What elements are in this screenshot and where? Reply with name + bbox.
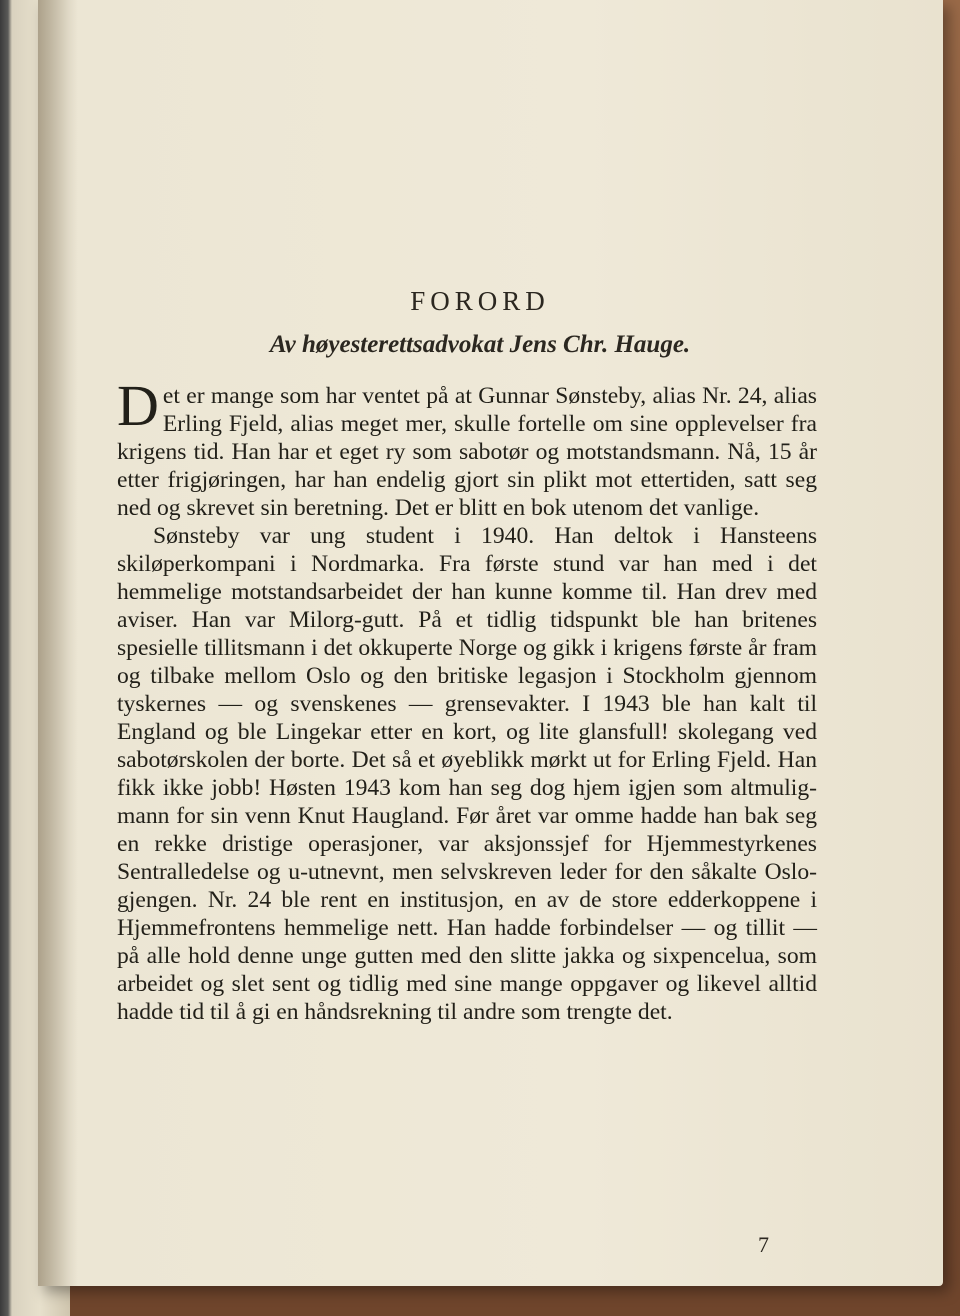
byline: Av høyesterettsadvokat Jens Chr. Hauge. (269, 331, 691, 358)
drop-cap: D (117, 373, 159, 438)
paragraph-1 (117, 373, 817, 522)
paragraph-2: Sønsteby var ung student i 1940. Han deltok i Hansteens skiløperkompani i Nordmarka. Fra første stund var han med i det hemmelige motstandsarbeidet der han kunne komme til. Han drev med aviser. Han var Milorg-gutt. På et tidlig tidspunkt ble han britenes spesielle tillitsmann i det okkuperte Norge og gikk i krigens første år fram og tilbake mellom Oslo og den britiske legasjon i Stockholm gjennom tyskernes — og svenskenes — grensevakter. I 1943 ble han kalt til England og ble Lingekar etter en kort, og lite glansfull! skolegang ved sabotørskolen der borte. Det så et øyeblikk mørkt ut for Erling Fjeld. Han fikk ikke jobb! Høsten 1943 kom han seg dog hjem igjen som altmulig-mann for sin venn Knut Haugland. Før året var omme hadde han bak seg en rekke dristige operasjoner, var aksjonssjef for Hjemmestyrkenes Sentralledelse og u-utnevnt, men selvskreven leder for den såkalte Oslo-gjengen. Nr. 24 ble rent en institusjon, en av de store edderkoppene i Hjemmefrontens hemmelige nett. Han hadde forbindelser — og tillit — på alle hold denne unge gutten med den slitte jakka og sixpencelua, som arbeidet og slet sent og tidlig med sine mange oppgaver og likevel alltid hadde tid til å gi en håndsrekning til andre som trengte det. (117, 523, 817, 1025)
paragraph-1-text: et er mange som har ventet på at Gunnar Sønsteby, alias Nr. 24, alias Erling Fjeld, alias meget mer, skulle fortelle om sine opplevelser fra krigens tid. Han har et eget ry som sabotør og motstandsmann. Nå, 15 år etter frigjøringen, har han endelig gjort sin plikt mot ettertiden, satt seg ned og skrevet sin beretning. Det er blitt en bok utenom det vanlige. (117, 383, 817, 521)
page-number: 7 (758, 1232, 769, 1257)
gutter-shadow (38, 0, 78, 1286)
chapter-title: FORORD (410, 286, 550, 316)
body-text (117, 373, 817, 1026)
